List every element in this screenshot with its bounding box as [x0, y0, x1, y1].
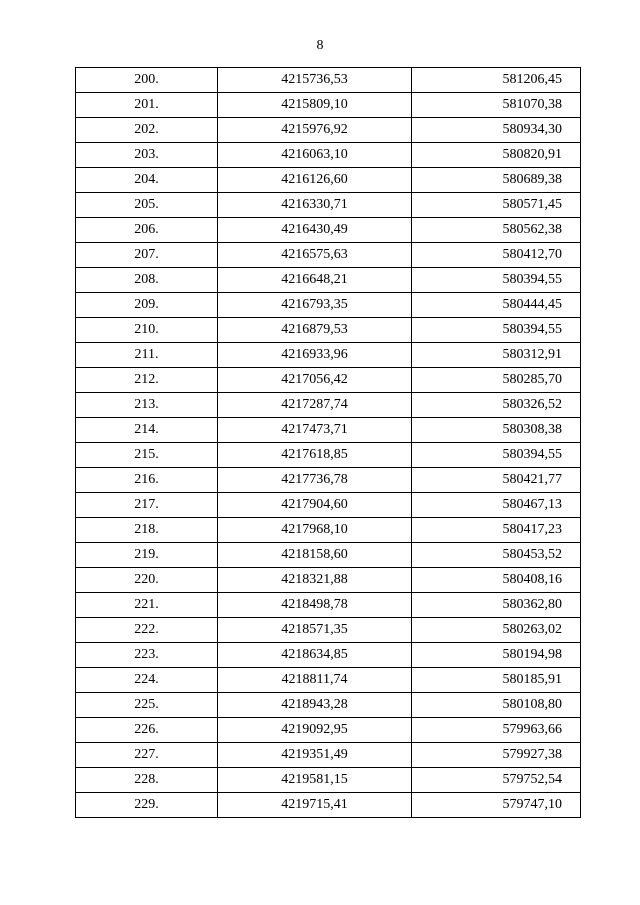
x-coordinate-cell: 4216933,96: [218, 343, 412, 368]
y-coordinate-cell: 580467,13: [412, 493, 581, 518]
point-number-cell: 216.: [76, 468, 218, 493]
x-coordinate-cell: 4216430,49: [218, 218, 412, 243]
point-number-cell: 214.: [76, 418, 218, 443]
x-coordinate-cell: 4219715,41: [218, 793, 412, 818]
table-row: [76, 168, 581, 193]
point-number-cell: 200.: [76, 68, 218, 93]
y-coordinate-cell: 579963,66: [412, 718, 581, 743]
y-coordinate-cell: 580326,52: [412, 393, 581, 418]
x-coordinate-cell: 4217473,71: [218, 418, 412, 443]
x-coordinate-cell: 4218498,78: [218, 593, 412, 618]
x-coordinate-cell: 4216330,71: [218, 193, 412, 218]
table-row: [76, 743, 581, 768]
table-row: [76, 343, 581, 368]
point-number-cell: 201.: [76, 93, 218, 118]
table-row: [76, 143, 581, 168]
table-row: [76, 193, 581, 218]
y-coordinate-cell: 580194,98: [412, 643, 581, 668]
y-coordinate-cell: 580453,52: [412, 543, 581, 568]
y-coordinate-cell: 580185,91: [412, 668, 581, 693]
point-number-cell: 209.: [76, 293, 218, 318]
table-row: [76, 468, 581, 493]
table-row: [76, 718, 581, 743]
y-coordinate-cell: 580934,30: [412, 118, 581, 143]
table-row: [76, 618, 581, 643]
point-number-cell: 219.: [76, 543, 218, 568]
point-number-cell: 217.: [76, 493, 218, 518]
x-coordinate-cell: 4216575,63: [218, 243, 412, 268]
x-coordinate-cell: 4218321,88: [218, 568, 412, 593]
x-coordinate-cell: 4216793,35: [218, 293, 412, 318]
point-number-cell: 205.: [76, 193, 218, 218]
point-number-cell: 224.: [76, 668, 218, 693]
point-number-cell: 225.: [76, 693, 218, 718]
y-coordinate-cell: 580394,55: [412, 318, 581, 343]
table-row: [76, 668, 581, 693]
table-row: [76, 118, 581, 143]
y-coordinate-cell: 580285,70: [412, 368, 581, 393]
point-number-cell: 229.: [76, 793, 218, 818]
table-row: [76, 293, 581, 318]
table-row: [76, 543, 581, 568]
x-coordinate-cell: 4215736,53: [218, 68, 412, 93]
point-number-cell: 206.: [76, 218, 218, 243]
point-number-cell: 204.: [76, 168, 218, 193]
x-coordinate-cell: 4218571,35: [218, 618, 412, 643]
table-row: [76, 318, 581, 343]
x-coordinate-cell: 4217968,10: [218, 518, 412, 543]
x-coordinate-cell: 4216126,60: [218, 168, 412, 193]
x-coordinate-cell: 4217618,85: [218, 443, 412, 468]
y-coordinate-cell: 580312,91: [412, 343, 581, 368]
table-row: [76, 493, 581, 518]
y-coordinate-cell: 580820,91: [412, 143, 581, 168]
table-row: [76, 368, 581, 393]
y-coordinate-cell: 580394,55: [412, 268, 581, 293]
x-coordinate-cell: 4218943,28: [218, 693, 412, 718]
point-number-cell: 207.: [76, 243, 218, 268]
table-row: [76, 593, 581, 618]
table-row: [76, 418, 581, 443]
x-coordinate-cell: 4216648,21: [218, 268, 412, 293]
point-number-cell: 222.: [76, 618, 218, 643]
y-coordinate-cell: 580308,38: [412, 418, 581, 443]
table-row: [76, 518, 581, 543]
y-coordinate-cell: 580444,45: [412, 293, 581, 318]
point-number-cell: 227.: [76, 743, 218, 768]
table-row: [76, 443, 581, 468]
x-coordinate-cell: 4217736,78: [218, 468, 412, 493]
y-coordinate-cell: 580571,45: [412, 193, 581, 218]
y-coordinate-cell: 580421,77: [412, 468, 581, 493]
x-coordinate-cell: 4216879,53: [218, 318, 412, 343]
table-row: [76, 793, 581, 818]
x-coordinate-cell: 4219581,15: [218, 768, 412, 793]
x-coordinate-cell: 4217287,74: [218, 393, 412, 418]
x-coordinate-cell: 4215976,92: [218, 118, 412, 143]
table-row: [76, 768, 581, 793]
y-coordinate-cell: 580394,55: [412, 443, 581, 468]
page-number: 8: [316, 38, 324, 53]
point-number-cell: 212.: [76, 368, 218, 393]
point-number-cell: 213.: [76, 393, 218, 418]
table-row: [76, 643, 581, 668]
table-row: [76, 243, 581, 268]
table-row: [76, 568, 581, 593]
point-number-cell: 226.: [76, 718, 218, 743]
point-number-cell: 215.: [76, 443, 218, 468]
y-coordinate-cell: 580108,80: [412, 693, 581, 718]
point-number-cell: 203.: [76, 143, 218, 168]
table-row: [76, 693, 581, 718]
y-coordinate-cell: 579752,54: [412, 768, 581, 793]
y-coordinate-cell: 581206,45: [412, 68, 581, 93]
table-row: [76, 68, 581, 93]
point-number-cell: 221.: [76, 593, 218, 618]
y-coordinate-cell: 579927,38: [412, 743, 581, 768]
point-number-cell: 218.: [76, 518, 218, 543]
point-number-cell: 208.: [76, 268, 218, 293]
point-number-cell: 211.: [76, 343, 218, 368]
y-coordinate-cell: 581070,38: [412, 93, 581, 118]
point-number-cell: 210.: [76, 318, 218, 343]
y-coordinate-cell: 580562,38: [412, 218, 581, 243]
y-coordinate-cell: 580263,02: [412, 618, 581, 643]
point-number-cell: 202.: [76, 118, 218, 143]
y-coordinate-cell: 579747,10: [412, 793, 581, 818]
x-coordinate-cell: 4218811,74: [218, 668, 412, 693]
x-coordinate-cell: 4219351,49: [218, 743, 412, 768]
x-coordinate-cell: 4218158,60: [218, 543, 412, 568]
point-number-cell: 228.: [76, 768, 218, 793]
table-row: [76, 268, 581, 293]
x-coordinate-cell: 4216063,10: [218, 143, 412, 168]
x-coordinate-cell: 4217056,42: [218, 368, 412, 393]
point-number-cell: 220.: [76, 568, 218, 593]
coordinates-table: [75, 67, 581, 818]
table-row: [76, 393, 581, 418]
coordinates-table-body: [76, 68, 581, 818]
table-row: [76, 218, 581, 243]
y-coordinate-cell: 580412,70: [412, 243, 581, 268]
point-number-cell: 223.: [76, 643, 218, 668]
x-coordinate-cell: 4217904,60: [218, 493, 412, 518]
table-row: [76, 93, 581, 118]
y-coordinate-cell: 580689,38: [412, 168, 581, 193]
y-coordinate-cell: 580417,23: [412, 518, 581, 543]
y-coordinate-cell: 580408,16: [412, 568, 581, 593]
x-coordinate-cell: 4215809,10: [218, 93, 412, 118]
x-coordinate-cell: 4219092,95: [218, 718, 412, 743]
y-coordinate-cell: 580362,80: [412, 593, 581, 618]
x-coordinate-cell: 4218634,85: [218, 643, 412, 668]
